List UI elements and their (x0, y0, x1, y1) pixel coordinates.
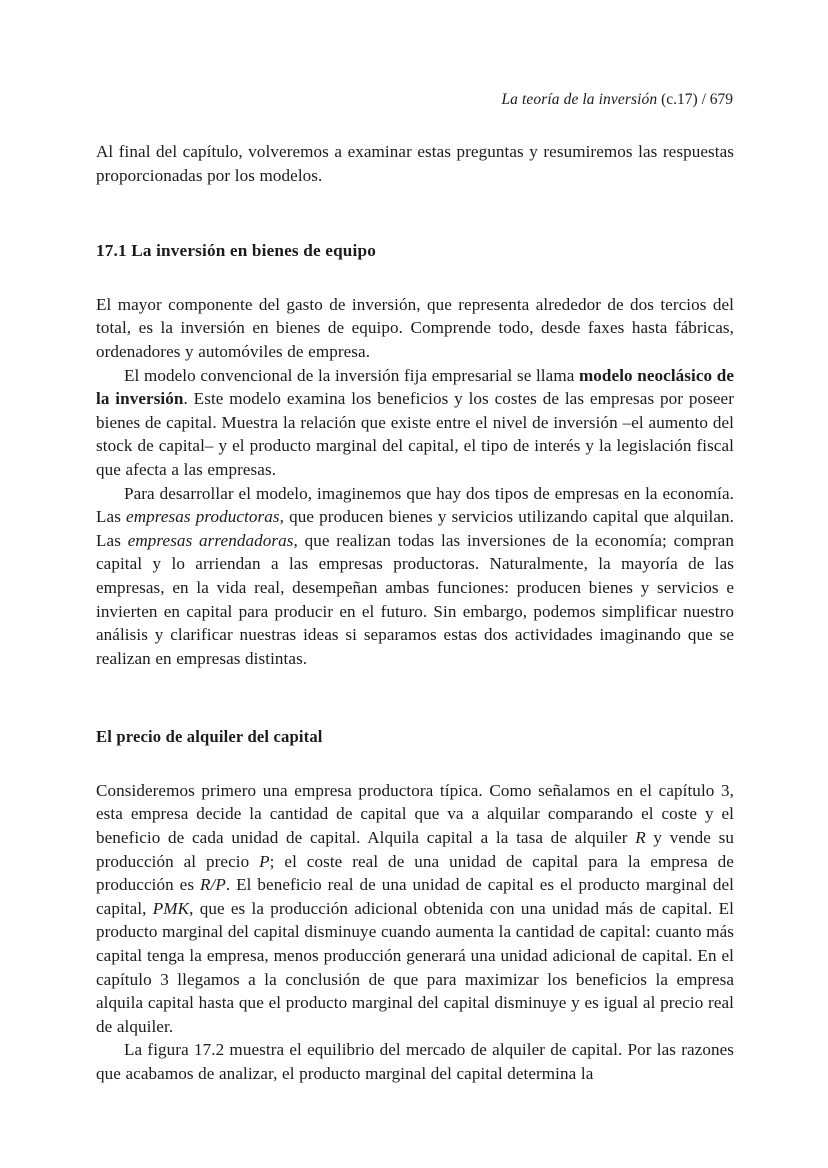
running-head-chapter: (c.17) (661, 91, 698, 108)
paragraph-run: Para desarrollar el modelo, imaginemos que hay dos tipos de empresas en la economía. Las (96, 483, 734, 527)
paragraph-run: , que producen bienes y servicios utilizando capital que alquilan. Las (96, 507, 734, 550)
paragraph-run: . Este modelo examina los beneficios y los costes de las empresas por poseer bienes de capital. Muestra la relación que existe entre el nivel de inversión –el aumento del stock de capital– y el producto marginal del capital, el tipo de interés y la legislación fiscal que afecta a las empresas. (96, 389, 735, 479)
section-heading-17-1 (96, 239, 734, 263)
subsection-heading-rental-price (96, 725, 734, 749)
italic-term-empresas-arrendadoras: empresas arrendadoras (127, 530, 294, 550)
running-head (96, 90, 733, 109)
paragraph-run: . El beneficio real de una unidad de capital es el producto marginal del capital, (96, 875, 734, 918)
paragraph-neoclassical-model (96, 364, 734, 482)
subsection-heading-text: El precio de alquiler del capital (96, 727, 323, 747)
math-variable-P: P (259, 851, 270, 871)
paragraph-figure-reference-text: La figura 17.2 muestra el equilibrio del mercado de alquiler de capital. Por las razones que acabamos de analizar, el producto marginal del capital determina la (96, 1040, 734, 1083)
paragraph-rental-price (96, 779, 734, 1039)
paragraph-run: El modelo convencional de la inversión fija empresarial se llama (124, 365, 579, 385)
bold-term-neoclassical-model: modelo neoclásico de la inversión (96, 365, 735, 409)
body-text-block (96, 140, 734, 1086)
paragraph-intro (96, 140, 734, 187)
spacer (96, 749, 734, 779)
paragraph-equipment-investment (96, 293, 734, 364)
spacer (96, 670, 734, 725)
math-variable-R: R (635, 828, 646, 848)
math-variable-PMK: PMK (152, 898, 190, 918)
paragraph-equipment-investment-text: El mayor componente del gasto de inversión, que representa alrededor de dos tercios del total, es la inversión en bienes de equipo. Comprende todo, desde faxes hasta fábricas, ordenadores y automóviles de empresa. (96, 294, 734, 361)
spacer (96, 187, 734, 239)
running-head-title: La teoría de la inversión (501, 91, 658, 108)
page-number: 679 (709, 91, 733, 108)
paragraph-run: y vende su producción al precio (96, 828, 734, 871)
spacer (96, 263, 734, 293)
section-heading-text: 17.1 La inversión en bienes de equipo (96, 241, 376, 261)
italic-term-empresas-productoras: empresas productoras (126, 507, 280, 527)
math-variable-R-over-P: R/P (199, 875, 226, 895)
paragraph-figure-reference (96, 1038, 734, 1085)
paragraph-run: Consideremos primero una empresa productora típica. Como señalamos en el capítulo 3, esta empresa decide la cantidad de capital que va a alquilar comparando el coste y el beneficio de cada unidad de capital. Alquila capital a la tasa de alquiler (96, 780, 734, 848)
paragraph-two-firm-types (96, 482, 734, 671)
paragraph-intro-text: Al final del capítulo, volveremos a examinar estas preguntas y resumiremos las respuestas proporcionadas por los modelos. (96, 142, 734, 185)
paragraph-run: , que es la producción adicional obtenida con una unidad más de capital. El producto marginal del capital disminuye cuando aumenta la cantidad de capital: cuanto más capital tenga la empresa, menos producción generará una unidad adicional de capital. En el capítulo 3 llegamos a la conclusión de que para maximizar los beneficios la empresa alquila capital hasta que el producto marginal del capital disminuye y es igual al precio real de alquiler. (96, 898, 735, 1036)
running-head-separator: / (701, 91, 706, 108)
paragraph-run: , que realizan todas las inversiones de la economía; compran capital y lo arriendan a las empresas productoras. Naturalmente, la mayoría de las empresas, en la vida real, desempeñan ambas funciones: producen bienes y servicios e invierten en capital para producir en el futuro. Sin embargo, podemos simplificar nuestro análisis y clarificar nuestras ideas si separamos estas dos actividades imaginando que se realizan en empresas distintas. (96, 530, 734, 668)
paragraph-run: ; el coste real de una unidad de capital para la empresa de producción es (96, 851, 734, 895)
